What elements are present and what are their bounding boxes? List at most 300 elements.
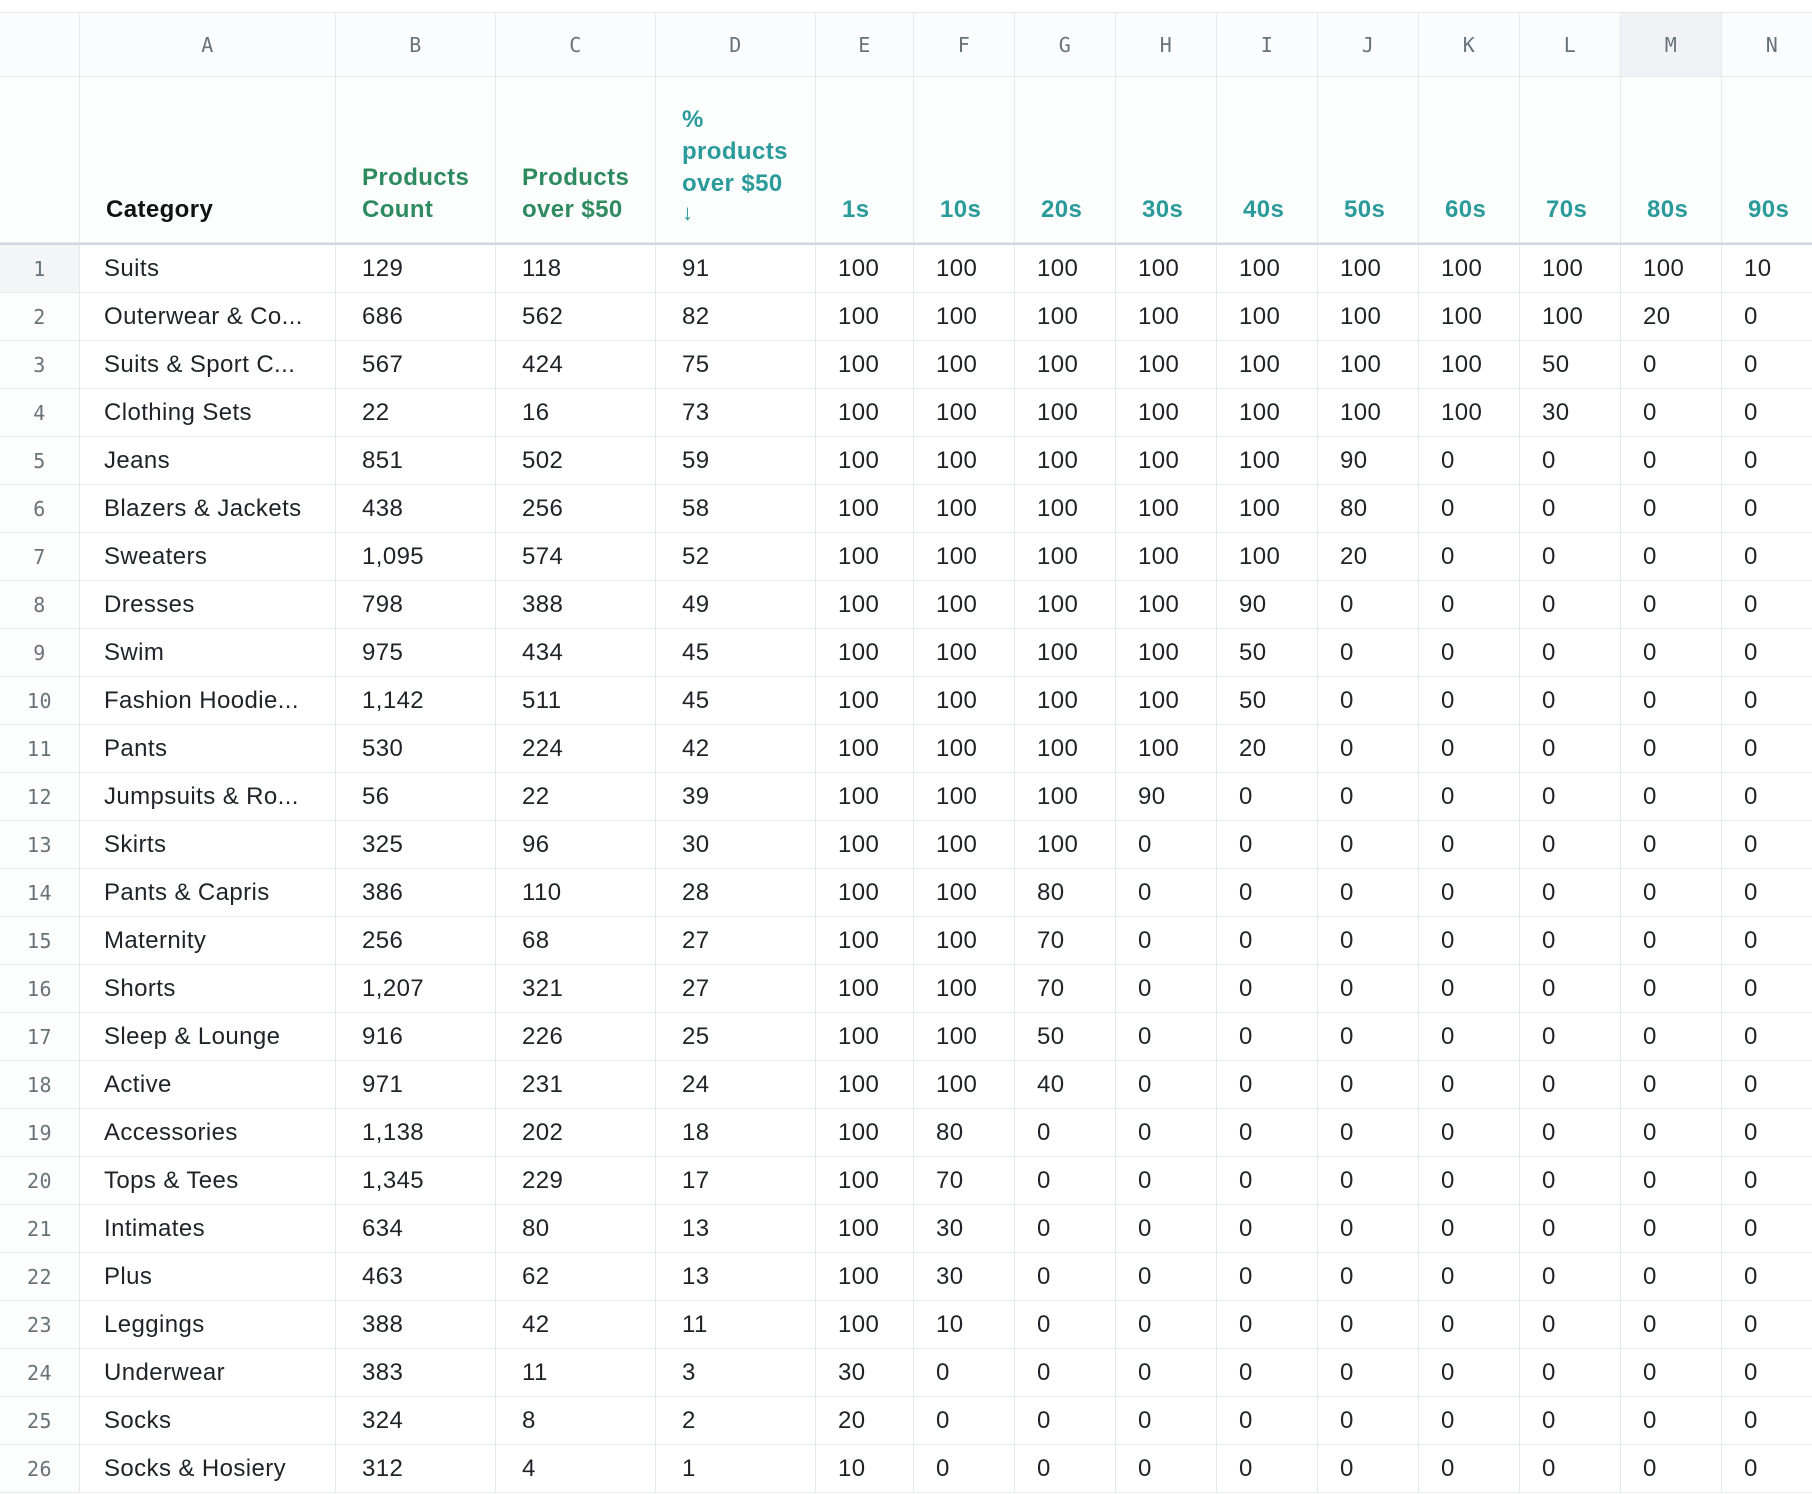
cell-decade-40s[interactable]: 0 (1217, 1109, 1318, 1157)
cell-products-count[interactable]: 1,142 (336, 677, 496, 725)
cell-products-over-50[interactable]: 502 (496, 437, 656, 485)
cell-decade-20s[interactable]: 0 (1015, 1445, 1116, 1493)
row-number[interactable]: 18 (0, 1061, 80, 1109)
cell-decade-10s[interactable]: 100 (914, 293, 1015, 341)
cell-decade-30s[interactable]: 0 (1116, 1205, 1217, 1253)
cell-decade-10s[interactable]: 100 (914, 821, 1015, 869)
cell-decade-30s[interactable]: 0 (1116, 1253, 1217, 1301)
cell-decade-20s[interactable]: 40 (1015, 1061, 1116, 1109)
cell-decade-20s[interactable]: 100 (1015, 341, 1116, 389)
cell-decade-40s[interactable]: 0 (1217, 1205, 1318, 1253)
cell-category[interactable]: Accessories (80, 1109, 336, 1157)
cell-decade-90s[interactable]: 0 (1722, 341, 1812, 389)
cell-decade-80s[interactable]: 0 (1621, 773, 1722, 821)
cell-products-count[interactable]: 1,138 (336, 1109, 496, 1157)
cell-decade-40s[interactable]: 0 (1217, 965, 1318, 1013)
cell-decade-90s[interactable]: 0 (1722, 821, 1812, 869)
cell-decade-1s[interactable]: 100 (816, 581, 914, 629)
cell-decade-60s[interactable]: 0 (1419, 1157, 1520, 1205)
cell-decade-60s[interactable]: 100 (1419, 341, 1520, 389)
cell-products-count[interactable]: 1,207 (336, 965, 496, 1013)
cell-decade-90s[interactable]: 10 (1722, 245, 1812, 293)
cell-category[interactable]: Jumpsuits & Ro... (80, 773, 336, 821)
cell-decade-1s[interactable]: 100 (816, 1253, 914, 1301)
cell-products-count[interactable]: 386 (336, 869, 496, 917)
cell-products-over-50[interactable]: 434 (496, 629, 656, 677)
select-all-corner[interactable] (0, 13, 80, 77)
cell-decade-80s[interactable]: 0 (1621, 965, 1722, 1013)
cell-decade-50s[interactable]: 100 (1318, 245, 1419, 293)
cell-decade-90s[interactable]: 0 (1722, 1157, 1812, 1205)
cell-decade-90s[interactable]: 0 (1722, 677, 1812, 725)
cell-decade-20s[interactable]: 100 (1015, 821, 1116, 869)
cell-products-over-50[interactable]: 42 (496, 1301, 656, 1349)
cell-decade-30s[interactable]: 0 (1116, 1157, 1217, 1205)
cell-decade-70s[interactable]: 0 (1520, 1349, 1621, 1397)
header-decade-50s[interactable]: 50s (1318, 77, 1419, 243)
cell-decade-20s[interactable]: 100 (1015, 389, 1116, 437)
cell-decade-50s[interactable]: 0 (1318, 1397, 1419, 1445)
cell-decade-70s[interactable]: 100 (1520, 293, 1621, 341)
cell-decade-80s[interactable]: 0 (1621, 1397, 1722, 1445)
cell-decade-80s[interactable]: 0 (1621, 1157, 1722, 1205)
cell-decade-40s[interactable]: 50 (1217, 677, 1318, 725)
cell-decade-40s[interactable]: 0 (1217, 1253, 1318, 1301)
header-decade-60s[interactable]: 60s (1419, 77, 1520, 243)
row-number[interactable]: 24 (0, 1349, 80, 1397)
cell-decade-90s[interactable]: 0 (1722, 773, 1812, 821)
cell-decade-20s[interactable]: 100 (1015, 245, 1116, 293)
cell-decade-30s[interactable]: 100 (1116, 629, 1217, 677)
cell-products-count[interactable]: 634 (336, 1205, 496, 1253)
cell-decade-50s[interactable]: 0 (1318, 1109, 1419, 1157)
cell-decade-1s[interactable]: 100 (816, 677, 914, 725)
cell-decade-80s[interactable]: 0 (1621, 485, 1722, 533)
cell-pct-over-50[interactable]: 27 (656, 917, 816, 965)
cell-decade-80s[interactable]: 0 (1621, 1061, 1722, 1109)
row-number[interactable]: 21 (0, 1205, 80, 1253)
cell-products-count[interactable]: 530 (336, 725, 496, 773)
cell-decade-50s[interactable]: 100 (1318, 293, 1419, 341)
cell-decade-40s[interactable]: 0 (1217, 917, 1318, 965)
column-letter-c[interactable]: C (496, 13, 656, 77)
cell-pct-over-50[interactable]: 73 (656, 389, 816, 437)
cell-decade-10s[interactable]: 100 (914, 533, 1015, 581)
cell-pct-over-50[interactable]: 1 (656, 1445, 816, 1493)
cell-category[interactable]: Sleep & Lounge (80, 1013, 336, 1061)
cell-decade-1s[interactable]: 100 (816, 533, 914, 581)
cell-decade-70s[interactable]: 0 (1520, 437, 1621, 485)
cell-decade-40s[interactable]: 0 (1217, 869, 1318, 917)
cell-decade-1s[interactable]: 100 (816, 1109, 914, 1157)
cell-category[interactable]: Intimates (80, 1205, 336, 1253)
cell-decade-50s[interactable]: 100 (1318, 341, 1419, 389)
cell-decade-30s[interactable]: 0 (1116, 869, 1217, 917)
cell-decade-40s[interactable]: 0 (1217, 1013, 1318, 1061)
cell-decade-1s[interactable]: 100 (816, 437, 914, 485)
row-number[interactable]: 19 (0, 1109, 80, 1157)
cell-decade-60s[interactable]: 0 (1419, 437, 1520, 485)
column-letter-a[interactable]: A (80, 13, 336, 77)
cell-decade-90s[interactable]: 0 (1722, 1349, 1812, 1397)
cell-decade-20s[interactable]: 100 (1015, 725, 1116, 773)
cell-decade-40s[interactable]: 0 (1217, 1061, 1318, 1109)
cell-decade-10s[interactable]: 100 (914, 485, 1015, 533)
cell-decade-50s[interactable]: 0 (1318, 725, 1419, 773)
row-number[interactable]: 16 (0, 965, 80, 1013)
cell-decade-20s[interactable]: 70 (1015, 917, 1116, 965)
row-number[interactable]: 11 (0, 725, 80, 773)
cell-products-over-50[interactable]: 562 (496, 293, 656, 341)
cell-decade-60s[interactable]: 0 (1419, 1061, 1520, 1109)
cell-decade-70s[interactable]: 100 (1520, 245, 1621, 293)
cell-products-count[interactable]: 129 (336, 245, 496, 293)
cell-products-count[interactable]: 312 (336, 1445, 496, 1493)
cell-category[interactable]: Leggings (80, 1301, 336, 1349)
cell-decade-70s[interactable]: 0 (1520, 1013, 1621, 1061)
cell-pct-over-50[interactable]: 52 (656, 533, 816, 581)
column-letter-h[interactable]: H (1116, 13, 1217, 77)
cell-decade-40s[interactable]: 0 (1217, 1301, 1318, 1349)
cell-decade-50s[interactable]: 0 (1318, 1205, 1419, 1253)
cell-decade-10s[interactable]: 100 (914, 245, 1015, 293)
cell-pct-over-50[interactable]: 24 (656, 1061, 816, 1109)
cell-decade-90s[interactable]: 0 (1722, 533, 1812, 581)
cell-products-over-50[interactable]: 96 (496, 821, 656, 869)
cell-decade-90s[interactable]: 0 (1722, 293, 1812, 341)
cell-decade-90s[interactable]: 0 (1722, 1061, 1812, 1109)
cell-products-over-50[interactable]: 226 (496, 1013, 656, 1061)
cell-decade-80s[interactable]: 0 (1621, 1205, 1722, 1253)
cell-decade-70s[interactable]: 0 (1520, 965, 1621, 1013)
row-number[interactable]: 14 (0, 869, 80, 917)
cell-decade-40s[interactable]: 0 (1217, 1397, 1318, 1445)
cell-products-over-50[interactable]: 118 (496, 245, 656, 293)
row-number[interactable]: 12 (0, 773, 80, 821)
cell-decade-40s[interactable]: 20 (1217, 725, 1318, 773)
header-products-count[interactable] (336, 77, 496, 243)
cell-decade-50s[interactable]: 80 (1318, 485, 1419, 533)
cell-decade-70s[interactable]: 0 (1520, 1109, 1621, 1157)
cell-pct-over-50[interactable]: 17 (656, 1157, 816, 1205)
cell-pct-over-50[interactable]: 45 (656, 677, 816, 725)
cell-decade-30s[interactable]: 0 (1116, 821, 1217, 869)
cell-products-count[interactable]: 851 (336, 437, 496, 485)
cell-decade-30s[interactable]: 0 (1116, 1061, 1217, 1109)
cell-category[interactable]: Underwear (80, 1349, 336, 1397)
cell-decade-60s[interactable]: 0 (1419, 1349, 1520, 1397)
row-number[interactable]: 8 (0, 581, 80, 629)
cell-decade-80s[interactable]: 0 (1621, 725, 1722, 773)
cell-decade-50s[interactable]: 20 (1318, 533, 1419, 581)
cell-decade-70s[interactable]: 0 (1520, 773, 1621, 821)
cell-products-over-50[interactable]: 62 (496, 1253, 656, 1301)
cell-products-count[interactable]: 256 (336, 917, 496, 965)
cell-decade-40s[interactable]: 100 (1217, 341, 1318, 389)
cell-decade-60s[interactable]: 100 (1419, 389, 1520, 437)
row-number[interactable]: 23 (0, 1301, 80, 1349)
row-number[interactable]: 22 (0, 1253, 80, 1301)
header-decade-20s[interactable]: 20s (1015, 77, 1116, 243)
cell-products-over-50[interactable]: 424 (496, 341, 656, 389)
cell-decade-80s[interactable]: 0 (1621, 917, 1722, 965)
column-letter-k[interactable]: K (1419, 13, 1520, 77)
cell-category[interactable]: Shorts (80, 965, 336, 1013)
cell-decade-40s[interactable]: 0 (1217, 1445, 1318, 1493)
cell-category[interactable]: Blazers & Jackets (80, 485, 336, 533)
cell-decade-80s[interactable]: 0 (1621, 629, 1722, 677)
cell-decade-80s[interactable]: 0 (1621, 1253, 1722, 1301)
cell-decade-1s[interactable]: 100 (816, 965, 914, 1013)
cell-decade-70s[interactable]: 0 (1520, 581, 1621, 629)
cell-decade-70s[interactable]: 0 (1520, 917, 1621, 965)
cell-products-count[interactable]: 1,095 (336, 533, 496, 581)
row-number[interactable]: 2 (0, 293, 80, 341)
cell-products-count[interactable]: 324 (336, 1397, 496, 1445)
cell-decade-80s[interactable]: 100 (1621, 245, 1722, 293)
cell-decade-30s[interactable]: 100 (1116, 245, 1217, 293)
cell-decade-50s[interactable]: 0 (1318, 677, 1419, 725)
cell-decade-1s[interactable]: 100 (816, 773, 914, 821)
cell-decade-20s[interactable]: 100 (1015, 293, 1116, 341)
row-number[interactable]: 5 (0, 437, 80, 485)
cell-decade-30s[interactable]: 100 (1116, 485, 1217, 533)
cell-decade-70s[interactable]: 0 (1520, 1301, 1621, 1349)
cell-decade-40s[interactable]: 100 (1217, 389, 1318, 437)
cell-decade-50s[interactable]: 0 (1318, 1349, 1419, 1397)
cell-decade-80s[interactable]: 0 (1621, 581, 1722, 629)
cell-decade-40s[interactable]: 90 (1217, 581, 1318, 629)
cell-decade-20s[interactable]: 100 (1015, 773, 1116, 821)
cell-decade-10s[interactable]: 80 (914, 1109, 1015, 1157)
cell-products-over-50[interactable]: 231 (496, 1061, 656, 1109)
cell-decade-30s[interactable]: 100 (1116, 677, 1217, 725)
cell-pct-over-50[interactable]: 39 (656, 773, 816, 821)
cell-decade-80s[interactable]: 0 (1621, 1301, 1722, 1349)
cell-decade-70s[interactable]: 0 (1520, 1253, 1621, 1301)
cell-decade-70s[interactable]: 0 (1520, 1061, 1621, 1109)
cell-products-count[interactable]: 56 (336, 773, 496, 821)
cell-decade-30s[interactable]: 100 (1116, 581, 1217, 629)
cell-decade-40s[interactable]: 0 (1217, 821, 1318, 869)
cell-decade-70s[interactable]: 30 (1520, 389, 1621, 437)
header-decade-30s[interactable]: 30s (1116, 77, 1217, 243)
cell-decade-20s[interactable]: 0 (1015, 1157, 1116, 1205)
cell-pct-over-50[interactable]: 58 (656, 485, 816, 533)
cell-decade-1s[interactable]: 100 (816, 725, 914, 773)
cell-decade-90s[interactable]: 0 (1722, 1013, 1812, 1061)
cell-decade-40s[interactable]: 0 (1217, 1157, 1318, 1205)
cell-decade-90s[interactable]: 0 (1722, 1253, 1812, 1301)
column-letter-b[interactable]: B (336, 13, 496, 77)
cell-category[interactable]: Swim (80, 629, 336, 677)
cell-decade-1s[interactable]: 10 (816, 1445, 914, 1493)
cell-decade-10s[interactable]: 30 (914, 1253, 1015, 1301)
cell-decade-10s[interactable]: 70 (914, 1157, 1015, 1205)
cell-decade-90s[interactable]: 0 (1722, 917, 1812, 965)
cell-decade-80s[interactable]: 0 (1621, 1013, 1722, 1061)
cell-decade-70s[interactable]: 0 (1520, 533, 1621, 581)
cell-decade-10s[interactable]: 10 (914, 1301, 1015, 1349)
cell-products-count[interactable]: 971 (336, 1061, 496, 1109)
cell-decade-30s[interactable]: 0 (1116, 1013, 1217, 1061)
cell-decade-90s[interactable]: 0 (1722, 1109, 1812, 1157)
cell-decade-10s[interactable]: 100 (914, 629, 1015, 677)
cell-decade-10s[interactable]: 100 (914, 965, 1015, 1013)
cell-products-over-50[interactable]: 80 (496, 1205, 656, 1253)
cell-pct-over-50[interactable]: 13 (656, 1205, 816, 1253)
cell-decade-20s[interactable]: 100 (1015, 437, 1116, 485)
cell-decade-20s[interactable]: 0 (1015, 1397, 1116, 1445)
cell-category[interactable]: Sweaters (80, 533, 336, 581)
cell-decade-1s[interactable]: 100 (816, 389, 914, 437)
cell-decade-10s[interactable]: 100 (914, 341, 1015, 389)
column-letter-g[interactable]: G (1015, 13, 1116, 77)
column-letter-f[interactable]: F (914, 13, 1015, 77)
cell-decade-60s[interactable]: 0 (1419, 1205, 1520, 1253)
cell-decade-30s[interactable]: 100 (1116, 533, 1217, 581)
header-decade-90s[interactable]: 90s (1722, 77, 1812, 243)
cell-decade-30s[interactable]: 100 (1116, 437, 1217, 485)
cell-decade-60s[interactable]: 0 (1419, 773, 1520, 821)
cell-decade-60s[interactable]: 0 (1419, 1013, 1520, 1061)
cell-products-count[interactable]: 22 (336, 389, 496, 437)
cell-pct-over-50[interactable]: 28 (656, 869, 816, 917)
cell-pct-over-50[interactable]: 27 (656, 965, 816, 1013)
cell-decade-30s[interactable]: 0 (1116, 1445, 1217, 1493)
cell-decade-70s[interactable]: 50 (1520, 341, 1621, 389)
cell-decade-70s[interactable]: 0 (1520, 629, 1621, 677)
row-number[interactable]: 17 (0, 1013, 80, 1061)
header-products-over-50[interactable] (496, 77, 656, 243)
cell-products-count[interactable]: 916 (336, 1013, 496, 1061)
cell-decade-1s[interactable]: 100 (816, 629, 914, 677)
cell-decade-20s[interactable]: 70 (1015, 965, 1116, 1013)
cell-products-over-50[interactable]: 388 (496, 581, 656, 629)
cell-decade-70s[interactable]: 0 (1520, 677, 1621, 725)
cell-decade-60s[interactable]: 0 (1419, 1301, 1520, 1349)
cell-decade-20s[interactable]: 80 (1015, 869, 1116, 917)
cell-pct-over-50[interactable]: 3 (656, 1349, 816, 1397)
cell-category[interactable]: Skirts (80, 821, 336, 869)
cell-decade-40s[interactable]: 0 (1217, 773, 1318, 821)
cell-decade-50s[interactable]: 0 (1318, 1013, 1419, 1061)
cell-products-over-50[interactable]: 22 (496, 773, 656, 821)
row-number[interactable]: 9 (0, 629, 80, 677)
cell-decade-20s[interactable]: 0 (1015, 1349, 1116, 1397)
cell-category[interactable]: Suits (80, 245, 336, 293)
cell-category[interactable]: Tops & Tees (80, 1157, 336, 1205)
cell-category[interactable]: Pants & Capris (80, 869, 336, 917)
header-category[interactable] (80, 77, 336, 243)
header-decade-40s[interactable]: 40s (1217, 77, 1318, 243)
cell-decade-50s[interactable]: 90 (1318, 437, 1419, 485)
cell-category[interactable]: Maternity (80, 917, 336, 965)
cell-decade-80s[interactable]: 0 (1621, 533, 1722, 581)
cell-pct-over-50[interactable]: 59 (656, 437, 816, 485)
cell-decade-30s[interactable]: 0 (1116, 1349, 1217, 1397)
sort-descending-icon[interactable]: ↓ (682, 200, 694, 225)
cell-decade-30s[interactable]: 0 (1116, 1301, 1217, 1349)
cell-category[interactable]: Active (80, 1061, 336, 1109)
cell-decade-90s[interactable]: 0 (1722, 869, 1812, 917)
cell-decade-90s[interactable]: 0 (1722, 1205, 1812, 1253)
cell-products-over-50[interactable]: 110 (496, 869, 656, 917)
cell-decade-1s[interactable]: 100 (816, 1013, 914, 1061)
cell-decade-1s[interactable]: 20 (816, 1397, 914, 1445)
cell-decade-1s[interactable]: 100 (816, 917, 914, 965)
row-number[interactable]: 1 (0, 245, 80, 293)
cell-decade-10s[interactable]: 100 (914, 725, 1015, 773)
row-number[interactable]: 6 (0, 485, 80, 533)
cell-decade-90s[interactable]: 0 (1722, 1301, 1812, 1349)
cell-decade-60s[interactable]: 0 (1419, 869, 1520, 917)
cell-decade-50s[interactable]: 0 (1318, 965, 1419, 1013)
cell-category[interactable]: Pants (80, 725, 336, 773)
cell-products-count[interactable]: 383 (336, 1349, 496, 1397)
cell-decade-50s[interactable]: 100 (1318, 389, 1419, 437)
cell-category[interactable]: Suits & Sport C... (80, 341, 336, 389)
cell-products-over-50[interactable]: 68 (496, 917, 656, 965)
cell-decade-60s[interactable]: 0 (1419, 1253, 1520, 1301)
cell-products-count[interactable]: 325 (336, 821, 496, 869)
cell-category[interactable]: Socks & Hosiery (80, 1445, 336, 1493)
cell-decade-80s[interactable]: 0 (1621, 869, 1722, 917)
cell-pct-over-50[interactable]: 91 (656, 245, 816, 293)
cell-decade-70s[interactable]: 0 (1520, 725, 1621, 773)
cell-decade-60s[interactable]: 0 (1419, 1109, 1520, 1157)
cell-decade-80s[interactable]: 0 (1621, 437, 1722, 485)
cell-pct-over-50[interactable]: 11 (656, 1301, 816, 1349)
cell-decade-40s[interactable]: 100 (1217, 533, 1318, 581)
cell-decade-10s[interactable]: 100 (914, 869, 1015, 917)
cell-decade-70s[interactable]: 0 (1520, 869, 1621, 917)
cell-decade-30s[interactable]: 100 (1116, 725, 1217, 773)
cell-category[interactable]: Socks (80, 1397, 336, 1445)
cell-pct-over-50[interactable]: 45 (656, 629, 816, 677)
cell-decade-40s[interactable]: 100 (1217, 245, 1318, 293)
cell-category[interactable]: Plus (80, 1253, 336, 1301)
cell-decade-70s[interactable]: 0 (1520, 1445, 1621, 1493)
cell-decade-30s[interactable]: 0 (1116, 965, 1217, 1013)
cell-decade-20s[interactable]: 0 (1015, 1253, 1116, 1301)
cell-decade-60s[interactable]: 0 (1419, 581, 1520, 629)
cell-decade-20s[interactable]: 100 (1015, 677, 1116, 725)
row-number[interactable]: 7 (0, 533, 80, 581)
row-number[interactable]: 25 (0, 1397, 80, 1445)
cell-category[interactable]: Clothing Sets (80, 389, 336, 437)
cell-decade-30s[interactable]: 0 (1116, 1109, 1217, 1157)
cell-products-count[interactable]: 1,345 (336, 1157, 496, 1205)
cell-decade-30s[interactable]: 0 (1116, 917, 1217, 965)
cell-products-over-50[interactable]: 16 (496, 389, 656, 437)
cell-decade-90s[interactable]: 0 (1722, 485, 1812, 533)
cell-decade-60s[interactable]: 0 (1419, 821, 1520, 869)
cell-decade-90s[interactable]: 0 (1722, 389, 1812, 437)
cell-decade-10s[interactable]: 100 (914, 389, 1015, 437)
cell-decade-70s[interactable]: 0 (1520, 485, 1621, 533)
cell-decade-50s[interactable]: 0 (1318, 1061, 1419, 1109)
header-decade-70s[interactable]: 70s (1520, 77, 1621, 243)
cell-products-over-50[interactable]: 511 (496, 677, 656, 725)
cell-decade-80s[interactable]: 20 (1621, 293, 1722, 341)
cell-decade-50s[interactable]: 0 (1318, 1253, 1419, 1301)
cell-decade-1s[interactable]: 100 (816, 293, 914, 341)
cell-decade-20s[interactable]: 0 (1015, 1301, 1116, 1349)
cell-decade-1s[interactable]: 100 (816, 485, 914, 533)
cell-products-over-50[interactable]: 8 (496, 1397, 656, 1445)
row-number[interactable]: 20 (0, 1157, 80, 1205)
